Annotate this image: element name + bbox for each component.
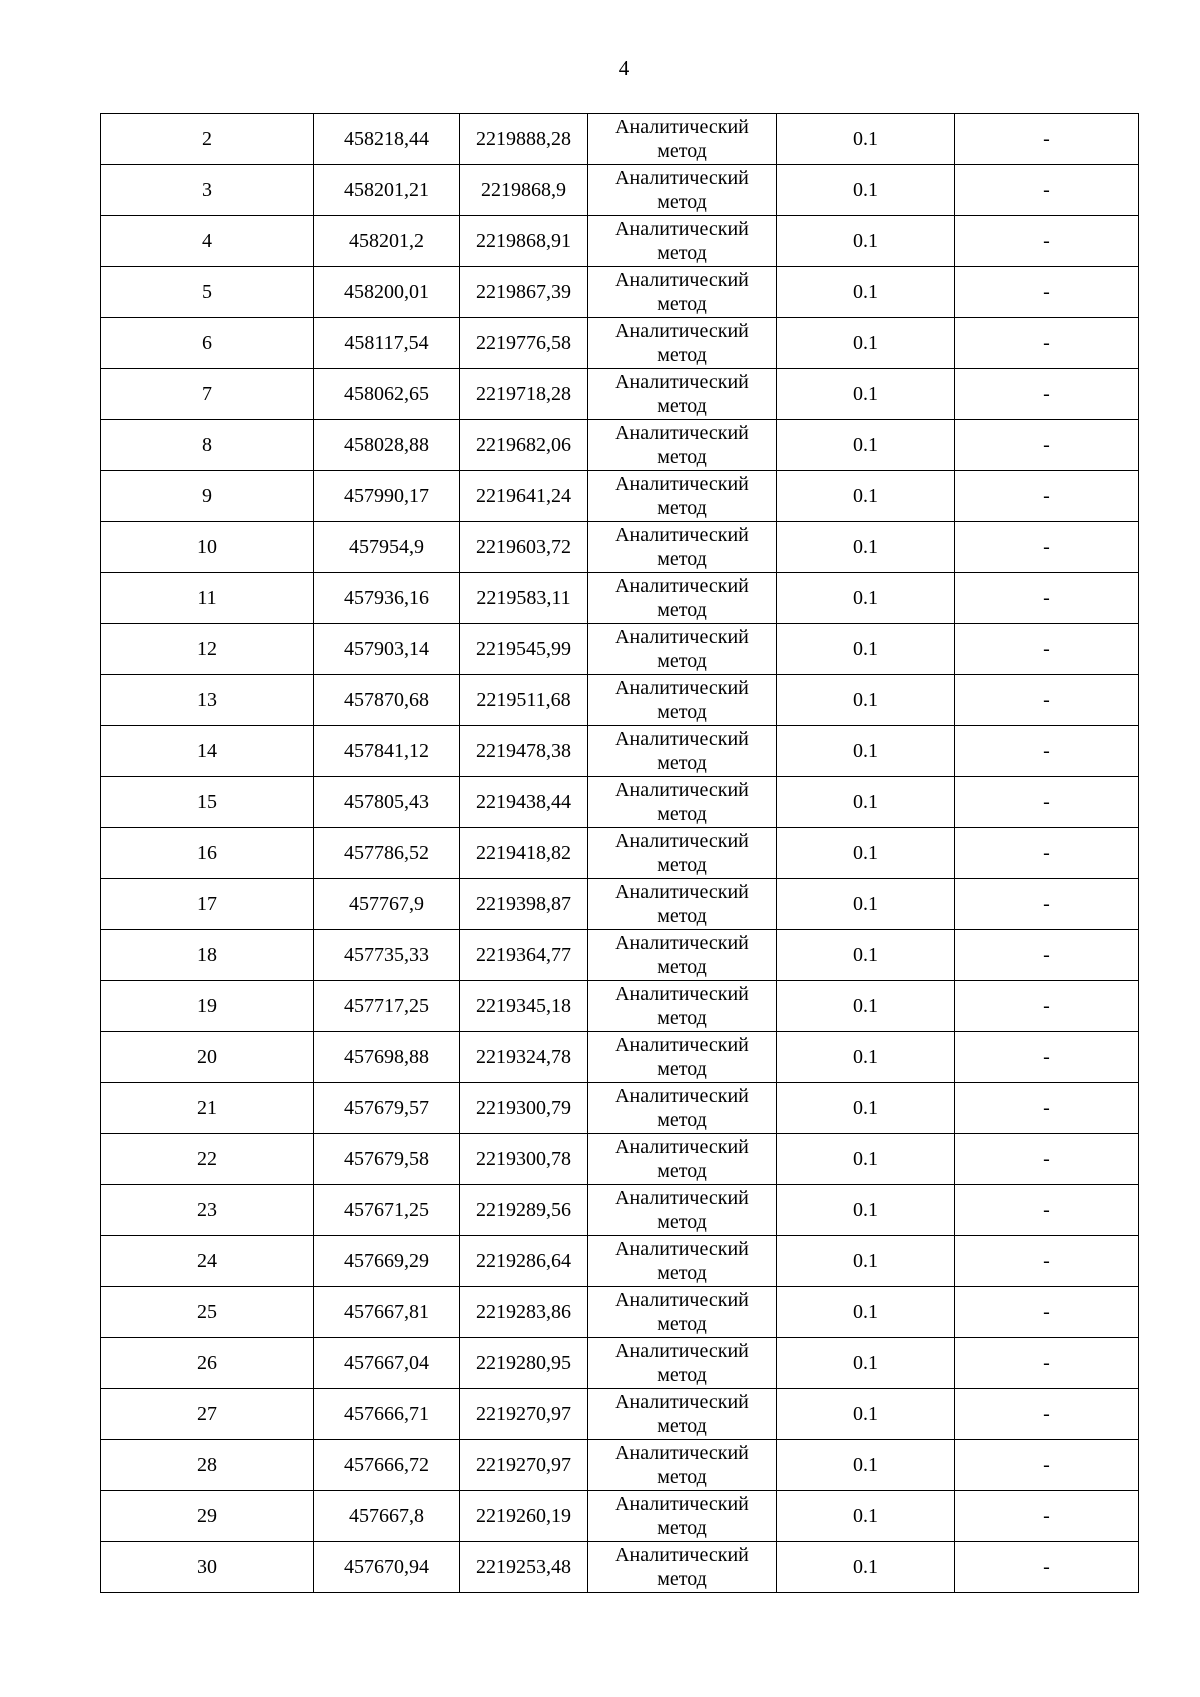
x-coordinate-cell: 458117,54 [314,318,460,369]
method-cell [588,471,777,522]
y-coordinate-cell: 2219868,91 [460,216,588,267]
point-number-cell: 19 [101,981,314,1032]
accuracy-cell: 0.1 [777,1083,955,1134]
point-number-cell: 10 [101,522,314,573]
table-row [101,318,1139,369]
point-number-cell: 15 [101,777,314,828]
method-line-1: Аналитический [615,524,749,546]
table-row [101,420,1139,471]
x-coordinate-cell: 457671,25 [314,1185,460,1236]
accuracy-cell: 0.1 [777,1134,955,1185]
y-coordinate-cell: 2219418,82 [460,828,588,879]
method-line-1: Аналитический [615,575,749,597]
method-cell [588,1185,777,1236]
x-coordinate-cell: 457954,9 [314,522,460,573]
method-line-2: метод [657,1568,707,1590]
accuracy-cell: 0.1 [777,777,955,828]
point-number-cell: 20 [101,1032,314,1083]
method-line-1: Аналитический [615,1544,749,1566]
y-coordinate-cell: 2219398,87 [460,879,588,930]
point-number-cell: 25 [101,1287,314,1338]
y-coordinate-cell: 2219511,68 [460,675,588,726]
table-row [101,1032,1139,1083]
accuracy-cell: 0.1 [777,318,955,369]
method-cell [588,267,777,318]
method-line-1: Аналитический [615,1238,749,1260]
accuracy-cell: 0.1 [777,165,955,216]
x-coordinate-cell: 457669,29 [314,1236,460,1287]
method-line-1: Аналитический [615,932,749,954]
method-line-1: Аналитический [615,1187,749,1209]
method-line-1: Аналитический [615,371,749,393]
y-coordinate-cell: 2219280,95 [460,1338,588,1389]
y-coordinate-cell: 2219641,24 [460,471,588,522]
point-number-cell: 13 [101,675,314,726]
method-line-1: Аналитический [615,1340,749,1362]
x-coordinate-cell: 457666,71 [314,1389,460,1440]
accuracy-cell: 0.1 [777,1440,955,1491]
method-line-2: метод [657,1313,707,1335]
y-coordinate-cell: 2219345,18 [460,981,588,1032]
method-line-1: Аналитический [615,473,749,495]
method-cell [588,1134,777,1185]
table-row [101,726,1139,777]
accuracy-cell: 0.1 [777,1185,955,1236]
x-coordinate-cell: 457666,72 [314,1440,460,1491]
point-number-cell: 7 [101,369,314,420]
description-cell: - [955,675,1139,726]
x-coordinate-cell: 457870,68 [314,675,460,726]
point-number-cell: 14 [101,726,314,777]
method-line-2: метод [657,1211,707,1233]
table-row [101,1542,1139,1593]
coordinates-table-body [101,114,1139,1593]
table-row [101,1287,1139,1338]
accuracy-cell: 0.1 [777,1491,955,1542]
method-line-2: метод [657,1058,707,1080]
y-coordinate-cell: 2219300,78 [460,1134,588,1185]
point-number-cell: 12 [101,624,314,675]
x-coordinate-cell: 458201,2 [314,216,460,267]
description-cell: - [955,828,1139,879]
x-coordinate-cell: 457786,52 [314,828,460,879]
description-cell: - [955,216,1139,267]
method-line-1: Аналитический [615,779,749,801]
method-line-1: Аналитический [615,830,749,852]
method-line-2: метод [657,1415,707,1437]
description-cell: - [955,420,1139,471]
point-number-cell: 4 [101,216,314,267]
method-line-1: Аналитический [615,218,749,240]
table-row [101,981,1139,1032]
x-coordinate-cell: 457903,14 [314,624,460,675]
accuracy-cell: 0.1 [777,471,955,522]
method-line-2: метод [657,344,707,366]
table-row [101,777,1139,828]
accuracy-cell: 0.1 [777,573,955,624]
point-number-cell: 8 [101,420,314,471]
accuracy-cell: 0.1 [777,114,955,165]
method-line-2: метод [657,1160,707,1182]
accuracy-cell: 0.1 [777,1389,955,1440]
accuracy-cell: 0.1 [777,267,955,318]
description-cell: - [955,930,1139,981]
y-coordinate-cell: 2219545,99 [460,624,588,675]
accuracy-cell: 0.1 [777,675,955,726]
y-coordinate-cell: 2219682,06 [460,420,588,471]
description-cell: - [955,471,1139,522]
method-cell [588,522,777,573]
table-row [101,1134,1139,1185]
table-row [101,267,1139,318]
method-line-1: Аналитический [615,1136,749,1158]
method-cell [588,165,777,216]
x-coordinate-cell: 457679,57 [314,1083,460,1134]
x-coordinate-cell: 457735,33 [314,930,460,981]
coordinates-table [100,113,1139,1593]
x-coordinate-cell: 458218,44 [314,114,460,165]
accuracy-cell: 0.1 [777,1287,955,1338]
table-row [101,216,1139,267]
table-row [101,828,1139,879]
y-coordinate-cell: 2219283,86 [460,1287,588,1338]
method-line-2: метод [657,905,707,927]
method-line-2: метод [657,599,707,621]
method-line-2: метод [657,1466,707,1488]
table-row [101,1185,1139,1236]
table-row [101,624,1139,675]
description-cell: - [955,1134,1139,1185]
method-cell [588,114,777,165]
method-cell [588,1236,777,1287]
y-coordinate-cell: 2219888,28 [460,114,588,165]
method-line-2: метод [657,752,707,774]
method-line-2: метод [657,1262,707,1284]
table-row [101,1389,1139,1440]
y-coordinate-cell: 2219270,97 [460,1440,588,1491]
point-number-cell: 23 [101,1185,314,1236]
point-number-cell: 26 [101,1338,314,1389]
method-line-1: Аналитический [615,320,749,342]
accuracy-cell: 0.1 [777,726,955,777]
x-coordinate-cell: 457936,16 [314,573,460,624]
table-row [101,675,1139,726]
y-coordinate-cell: 2219260,19 [460,1491,588,1542]
method-cell [588,1338,777,1389]
accuracy-cell: 0.1 [777,420,955,471]
description-cell: - [955,726,1139,777]
y-coordinate-cell: 2219603,72 [460,522,588,573]
y-coordinate-cell: 2219776,58 [460,318,588,369]
point-number-cell: 3 [101,165,314,216]
table-row [101,1236,1139,1287]
method-line-1: Аналитический [615,881,749,903]
x-coordinate-cell: 457698,88 [314,1032,460,1083]
y-coordinate-cell: 2219718,28 [460,369,588,420]
description-cell: - [955,1389,1139,1440]
method-cell [588,981,777,1032]
method-line-2: метод [657,446,707,468]
description-cell: - [955,1083,1139,1134]
point-number-cell: 2 [101,114,314,165]
point-number-cell: 21 [101,1083,314,1134]
method-cell [588,879,777,930]
method-line-2: метод [657,1364,707,1386]
method-line-2: метод [657,650,707,672]
method-cell [588,369,777,420]
description-cell: - [955,165,1139,216]
y-coordinate-cell: 2219300,79 [460,1083,588,1134]
method-line-2: метод [657,1517,707,1539]
description-cell: - [955,1440,1139,1491]
accuracy-cell: 0.1 [777,930,955,981]
description-cell: - [955,1287,1139,1338]
accuracy-cell: 0.1 [777,1032,955,1083]
x-coordinate-cell: 457667,8 [314,1491,460,1542]
accuracy-cell: 0.1 [777,981,955,1032]
method-cell [588,930,777,981]
description-cell: - [955,879,1139,930]
x-coordinate-cell: 457679,58 [314,1134,460,1185]
method-cell [588,318,777,369]
method-cell [588,573,777,624]
method-line-1: Аналитический [615,1289,749,1311]
method-line-1: Аналитический [615,1034,749,1056]
table-row [101,165,1139,216]
method-line-2: метод [657,242,707,264]
y-coordinate-cell: 2219253,48 [460,1542,588,1593]
method-cell [588,1287,777,1338]
x-coordinate-cell: 458028,88 [314,420,460,471]
page-number: 4 [618,56,630,80]
description-cell: - [955,1491,1139,1542]
point-number-cell: 22 [101,1134,314,1185]
method-cell [588,1491,777,1542]
point-number-cell: 17 [101,879,314,930]
point-number-cell: 24 [101,1236,314,1287]
x-coordinate-cell: 457841,12 [314,726,460,777]
method-line-1: Аналитический [615,1085,749,1107]
method-line-2: метод [657,548,707,570]
accuracy-cell: 0.1 [777,624,955,675]
method-cell [588,726,777,777]
method-line-2: метод [657,956,707,978]
table-row [101,1083,1139,1134]
accuracy-cell: 0.1 [777,522,955,573]
table-row [101,1440,1139,1491]
method-cell [588,1083,777,1134]
x-coordinate-cell: 458201,21 [314,165,460,216]
point-number-cell: 27 [101,1389,314,1440]
method-cell [588,777,777,828]
description-cell: - [955,1338,1139,1389]
table-row [101,471,1139,522]
x-coordinate-cell: 457670,94 [314,1542,460,1593]
description-cell: - [955,573,1139,624]
method-line-2: метод [657,854,707,876]
table-row [101,930,1139,981]
y-coordinate-cell: 2219478,38 [460,726,588,777]
description-cell: - [955,1185,1139,1236]
x-coordinate-cell: 457805,43 [314,777,460,828]
point-number-cell: 5 [101,267,314,318]
x-coordinate-cell: 457667,81 [314,1287,460,1338]
description-cell: - [955,777,1139,828]
method-line-1: Аналитический [615,983,749,1005]
method-line-2: метод [657,140,707,162]
point-number-cell: 29 [101,1491,314,1542]
table-row [101,114,1139,165]
method-line-1: Аналитический [615,1493,749,1515]
accuracy-cell: 0.1 [777,369,955,420]
y-coordinate-cell: 2219289,56 [460,1185,588,1236]
accuracy-cell: 0.1 [777,216,955,267]
method-line-1: Аналитический [615,1442,749,1464]
method-line-1: Аналитический [615,677,749,699]
x-coordinate-cell: 457990,17 [314,471,460,522]
table-row [101,1338,1139,1389]
x-coordinate-cell: 457717,25 [314,981,460,1032]
description-cell: - [955,114,1139,165]
method-cell [588,1542,777,1593]
method-line-2: метод [657,497,707,519]
y-coordinate-cell: 2219438,44 [460,777,588,828]
point-number-cell: 9 [101,471,314,522]
y-coordinate-cell: 2219286,64 [460,1236,588,1287]
method-line-1: Аналитический [615,626,749,648]
method-line-2: метод [657,1007,707,1029]
method-line-2: метод [657,1109,707,1131]
y-coordinate-cell: 2219324,78 [460,1032,588,1083]
y-coordinate-cell: 2219868,9 [460,165,588,216]
method-line-1: Аналитический [615,167,749,189]
description-cell: - [955,369,1139,420]
accuracy-cell: 0.1 [777,1338,955,1389]
method-line-1: Аналитический [615,269,749,291]
y-coordinate-cell: 2219364,77 [460,930,588,981]
method-cell [588,1389,777,1440]
point-number-cell: 6 [101,318,314,369]
method-line-2: метод [657,803,707,825]
point-number-cell: 30 [101,1542,314,1593]
accuracy-cell: 0.1 [777,828,955,879]
method-line-2: метод [657,395,707,417]
description-cell: - [955,1236,1139,1287]
table-row [101,879,1139,930]
method-line-1: Аналитический [615,422,749,444]
method-cell [588,624,777,675]
point-number-cell: 11 [101,573,314,624]
method-line-1: Аналитический [615,1391,749,1413]
y-coordinate-cell: 2219867,39 [460,267,588,318]
point-number-cell: 16 [101,828,314,879]
accuracy-cell: 0.1 [777,879,955,930]
x-coordinate-cell: 458200,01 [314,267,460,318]
method-line-2: метод [657,293,707,315]
table-row [101,522,1139,573]
method-cell [588,675,777,726]
y-coordinate-cell: 2219270,97 [460,1389,588,1440]
method-cell [588,1440,777,1491]
method-line-2: метод [657,191,707,213]
accuracy-cell: 0.1 [777,1542,955,1593]
method-cell [588,828,777,879]
description-cell: - [955,981,1139,1032]
y-coordinate-cell: 2219583,11 [460,573,588,624]
x-coordinate-cell: 457767,9 [314,879,460,930]
description-cell: - [955,1542,1139,1593]
x-coordinate-cell: 458062,65 [314,369,460,420]
description-cell: - [955,522,1139,573]
table-row [101,573,1139,624]
method-cell [588,420,777,471]
table-row [101,369,1139,420]
table-row [101,1491,1139,1542]
x-coordinate-cell: 457667,04 [314,1338,460,1389]
description-cell: - [955,267,1139,318]
point-number-cell: 28 [101,1440,314,1491]
accuracy-cell: 0.1 [777,1236,955,1287]
description-cell: - [955,1032,1139,1083]
method-cell [588,216,777,267]
method-cell [588,1032,777,1083]
method-line-1: Аналитический [615,728,749,750]
method-line-2: метод [657,701,707,723]
point-number-cell: 18 [101,930,314,981]
description-cell: - [955,624,1139,675]
method-line-1: Аналитический [615,116,749,138]
description-cell: - [955,318,1139,369]
